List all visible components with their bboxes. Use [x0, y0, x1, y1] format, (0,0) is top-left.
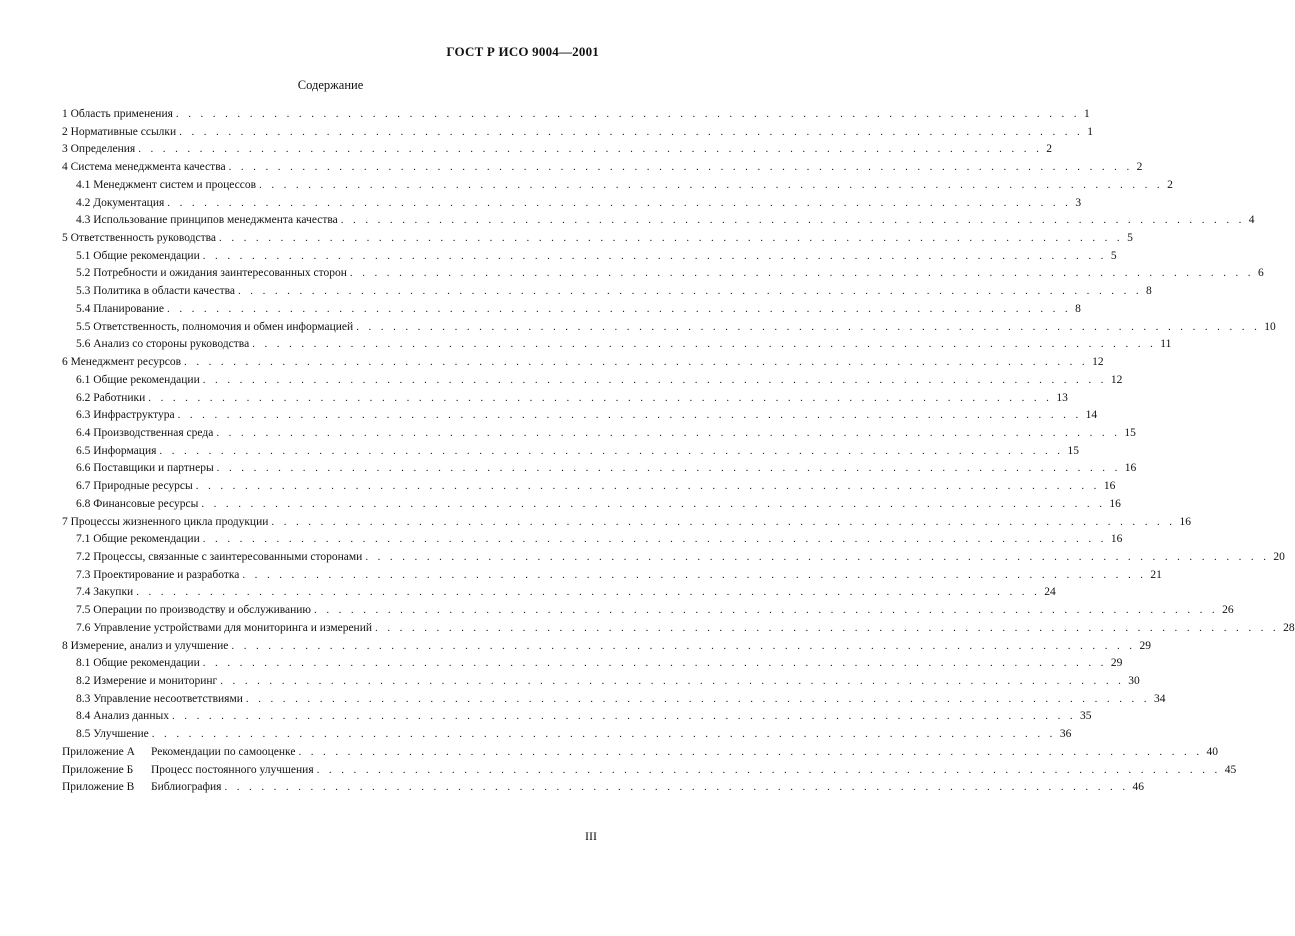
toc-leader-dots: . . . . . . . . . . . . . . . . . . . . . . . . . . . . . . . . . . . . . . . . . . . . . . . . . . . . . . . . . . . . . . . . . . . . . . . . . . — [219, 232, 1124, 245]
toc-entry-page: 21 — [1150, 568, 1162, 581]
toc-entry-page: 30 — [1128, 675, 1140, 688]
toc-leader-dots: . . . . . . . . . . . . . . . . . . . . . . . . . . . . . . . . . . . . . . . . . . . . . . . . . . . . . . . . . . . . . . . . . . . . . . . . . . — [138, 143, 1043, 156]
toc-entry[interactable] — [76, 653, 1123, 670]
toc-leader-dots: . . . . . . . . . . . . . . . . . . . . . . . . . . . . . . . . . . . . . . . . . . . . . . . . . . . . . . . . . . . . . . . . . . . . . . . . . . — [148, 391, 1053, 404]
toc-leader-dots: . . . . . . . . . . . . . . . . . . . . . . . . . . . . . . . . . . . . . . . . . . . . . . . . . . . . . . . . . . . . . . . . . . . . . . . . . . — [231, 639, 1136, 652]
toc-entry[interactable] — [62, 228, 1133, 245]
toc-entry-page: 29 — [1110, 657, 1123, 670]
toc-entry[interactable] — [76, 388, 1068, 405]
toc-entry[interactable] — [62, 760, 1237, 777]
appendix-designation: Приложение Б — [62, 763, 134, 776]
toc-entry-label: 4 Система менеджмента качества — [62, 160, 229, 174]
toc-entry-label: 5.2 Потребности и ожидания заинтересованных сторон — [76, 266, 350, 280]
toc-entry[interactable] — [76, 246, 1117, 263]
toc-entry[interactable] — [76, 263, 1264, 280]
toc-entry-page: 36 — [1059, 728, 1072, 741]
toc-entry-page: 46 — [1132, 781, 1144, 794]
toc-leader-dots: . . . . . . . . . . . . . . . . . . . . . . . . . . . . . . . . . . . . . . . . . . . . . . . . . . . . . . . . . . . . . . . . . . . . . . . . . . — [224, 781, 1129, 794]
toc-leader-dots: . . . . . . . . . . . . . . . . . . . . . . . . . . . . . . . . . . . . . . . . . . . . . . . . . . . . . . . . . . . . . . . . . . . . . . . . . . — [237, 285, 1143, 298]
toc-entry[interactable] — [76, 423, 1136, 440]
toc-entry[interactable] — [62, 352, 1104, 369]
toc-entry[interactable] — [62, 104, 1090, 121]
toc-entry[interactable] — [76, 671, 1140, 688]
toc-entry-label: 5.3 Политика в области качества — [76, 284, 238, 298]
toc-entry-page: 14 — [1085, 409, 1098, 422]
toc-entry-label: 5 Ответственность руководства — [62, 231, 219, 245]
toc-entry-label: 4.1 Менеджмент систем и процессов — [76, 178, 259, 192]
toc-entry-page: 4 — [1248, 214, 1255, 227]
toc-entry-label: 6.1 Общие рекомендации — [76, 373, 203, 387]
toc-entry-label: 8.1 Общие рекомендации — [76, 656, 203, 670]
toc-entry-label: 5.4 Планирование — [76, 302, 167, 316]
toc-entry-page: 2 — [1136, 161, 1143, 174]
toc-entry-label: 4.2 Документация — [76, 196, 167, 210]
toc-entry-page: 35 — [1080, 710, 1092, 723]
toc-entry-page: 24 — [1044, 586, 1056, 599]
document-header: ГОСТ Р ИСО 9004—2001 — [446, 44, 599, 59]
toc-entry-page: 1 — [1087, 125, 1093, 138]
toc-entry[interactable] — [62, 122, 1093, 139]
toc-entry[interactable] — [76, 441, 1079, 458]
toc-leader-dots: . . . . . . . . . . . . . . . . . . . . . . . . . . . . . . . . . . . . . . . . . . . . . . . . . . . . . . . . . . . . . . . . . . . . . . . . . . — [195, 480, 1100, 493]
toc-entry[interactable] — [76, 281, 1152, 298]
toc-leader-dots: . . . . . . . . . . . . . . . . . . . . . . . . . . . . . . . . . . . . . . . . . . . . . . . . . . . . . . . . . . . . . . . . . . . . . . . . . . — [314, 604, 1219, 617]
toc-entry-page: 40 — [1206, 745, 1218, 758]
toc-entry-label: 5.6 Анализ со стороны руководства — [76, 337, 252, 351]
toc-entry-label: 8.4 Анализ данных — [76, 709, 172, 723]
toc-leader-dots: . . . . . . . . . . . . . . . . . . . . . . . . . . . . . . . . . . . . . . . . . . . . . . . . . . . . . . . . . . . . . . . . . . . . . . . . . . — [159, 444, 1064, 457]
toc-entry-label: 6.7 Природные ресурсы — [76, 479, 196, 493]
toc-entry[interactable] — [76, 370, 1123, 387]
toc-leader-dots: . . . . . . . . . . . . . . . . . . . . . . . . . . . . . . . . . . . . . . . . . . . . . . . . . . . . . . . . . . . . . . . . . . . . . . . . . . — [175, 108, 1080, 120]
appendix-designation: Приложение А — [62, 745, 135, 758]
toc-entry-label — [62, 763, 317, 777]
toc-leader-dots: . . . . . . . . . . . . . . . . . . . . . . . . . . . . . . . . . . . . . . . . . . . . . . . . . . . . . . . . . . . . . . . . . . . . . . . . . . — [245, 692, 1150, 705]
toc-entry-page: 29 — [1139, 639, 1151, 652]
toc-entry[interactable] — [76, 334, 1172, 351]
toc-entry-page: 10 — [1264, 320, 1276, 333]
appendix-title: Рекомендации по самооценке — [151, 745, 296, 758]
toc-leader-dots: . . . . . . . . . . . . . . . . . . . . . . . . . . . . . . . . . . . . . . . . . . . . . . . . . . . . . . . . . . . . . . . . . . . . . . . . . . — [177, 409, 1082, 422]
toc-entry[interactable] — [76, 476, 1116, 493]
toc-leader-dots: . . . . . . . . . . . . . . . . . . . . . . . . . . . . . . . . . . . . . . . . . . . . . . . . . . . . . . . . . . . . . . . . . . . . . . . . . . — [220, 675, 1125, 688]
toc-entry-page: 28 — [1283, 621, 1295, 634]
toc-entry[interactable] — [76, 494, 1121, 511]
toc-entry-page: 6 — [1257, 267, 1264, 280]
toc-entry[interactable] — [62, 157, 1143, 174]
toc-leader-dots: . . . . . . . . . . . . . . . . . . . . . . . . . . . . . . . . . . . . . . . . . . . . . . . . . . . . . . . . . . . . . . . . . . . . . . . . . . — [167, 302, 1072, 315]
toc-entry-label: 6.4 Производственная среда — [76, 426, 216, 440]
toc-entry[interactable] — [62, 512, 1191, 529]
toc-leader-dots: . . . . . . . . . . . . . . . . . . . . . . . . . . . . . . . . . . . . . . . . . . . . . . . . . . . . . . . . . . . . . . . . . . . . . . . . . . — [259, 178, 1164, 191]
appendix-designation: Приложение В — [62, 781, 135, 794]
toc-entry-page: 16 — [1109, 497, 1121, 510]
toc-entry-label: 6 Менеджмент ресурсов — [62, 355, 184, 369]
toc-entry-label: 6.2 Работники — [76, 391, 148, 405]
toc-leader-dots: . . . . . . . . . . . . . . . . . . . . . . . . . . . . . . . . . . . . . . . . . . . . . . . . . . . . . . . . . . . . . . . . . . . . . . . . . . — [201, 497, 1106, 510]
toc-entry-label: 5.5 Ответственность, полномочия и обмен информацией — [76, 320, 356, 334]
toc-entry[interactable] — [62, 139, 1052, 156]
toc-entry-label: 6.6 Поставщики и партнеры — [76, 461, 217, 475]
toc-entry-label: 2 Нормативные ссылки — [62, 125, 179, 139]
toc-entry-page: 12 — [1110, 373, 1123, 386]
toc-leader-dots: . . . . . . . . . . . . . . . . . . . . . . . . . . . . . . . . . . . . . . . . . . . . . . . . . . . . . . . . . . . . . . . . . . . . . . . . . . — [365, 551, 1270, 563]
toc-entry-label: 5.1 Общие рекомендации — [76, 249, 203, 263]
toc-entry-label: 8.5 Улучшение — [76, 727, 152, 741]
toc-entry-page: 16 — [1110, 533, 1123, 546]
toc-entry-label: 6.5 Информация — [76, 444, 159, 458]
toc-entry[interactable] — [76, 317, 1276, 334]
toc-entry-label: 8.2 Измерение и мониторинг — [76, 674, 220, 688]
toc-entry[interactable] — [62, 636, 1151, 653]
toc-entry-page: 5 — [1110, 249, 1117, 262]
toc-entry[interactable] — [76, 582, 1056, 599]
toc-leader-dots: . . . . . . . . . . . . . . . . . . . . . . . . . . . . . . . . . . . . . . . . . . . . . . . . . . . . . . . . . . . . . . . . . . . . . . . . . . — [356, 320, 1261, 333]
toc-entry-label: 7.4 Закупки — [76, 585, 136, 599]
toc-entry[interactable] — [76, 458, 1137, 475]
toc-leader-dots: . . . . . . . . . . . . . . . . . . . . . . . . . . . . . . . . . . . . . . . . . . . . . . . . . . . . . . . . . . . . . . . . . . . . . . . . . . — [271, 515, 1176, 528]
toc-entry-label: 7.2 Процессы, связанные с заинтересованными сторонами — [76, 550, 365, 564]
toc-entry-page: 5 — [1127, 232, 1133, 245]
toc-entry[interactable] — [62, 742, 1218, 759]
toc-entry[interactable] — [76, 547, 1285, 564]
toc-entry[interactable] — [76, 175, 1173, 192]
toc-entry-page: 2 — [1046, 143, 1052, 156]
toc-leader-dots: . . . . . . . . . . . . . . . . . . . . . . . . . . . . . . . . . . . . . . . . . . . . . . . . . . . . . . . . . . . . . . . . . . . . . . . . . . — [151, 728, 1056, 741]
toc-leader-dots: . . . . . . . . . . . . . . . . . . . . . . . . . . . . . . . . . . . . . . . . . . . . . . . . . . . . . . . . . . . . . . . . . . . . . . . . . . — [228, 161, 1133, 174]
toc-leader-dots: . . . . . . . . . . . . . . . . . . . . . . . . . . . . . . . . . . . . . . . . . . . . . . . . . . . . . . . . . . . . . . . . . . . . . . . . . . — [202, 249, 1107, 262]
toc-entry-label: 4.3 Использование принципов менеджмента качества — [76, 213, 341, 227]
toc-leader-dots: . . . . . . . . . . . . . . . . . . . . . . . . . . . . . . . . . . . . . . . . . . . . . . . . . . . . . . . . . . . . . . . . . . . . . . . . . . — [136, 586, 1041, 599]
toc-entry[interactable] — [76, 689, 1166, 706]
toc-entry-label: 7.1 Общие рекомендации — [76, 532, 203, 546]
toc-entry[interactable] — [76, 405, 1098, 422]
page-number: III — [585, 829, 597, 843]
toc-leader-dots: . . . . . . . . . . . . . . . . . . . . . . . . . . . . . . . . . . . . . . . . . . . . . . . . . . . . . . . . . . . . . . . . . . . . . . . . . . — [171, 710, 1077, 723]
toc-leader-dots: . . . . . . . . . . . . . . . . . . . . . . . . . . . . . . . . . . . . . . . . . . . . . . . . . . . . . . . . . . . . . . . . . . . . . . . . . . — [340, 214, 1245, 227]
toc-leader-dots: . . . . . . . . . . . . . . . . . . . . . . . . . . . . . . . . . . . . . . . . . . . . . . . . . . . . . . . . . . . . . . . . . . . . . . . . . . — [252, 338, 1157, 351]
toc-leader-dots: . . . . . . . . . . . . . . . . . . . . . . . . . . . . . . . . . . . . . . . . . . . . . . . . . . . . . . . . . . . . . . . . . . . . . . . . . . — [298, 745, 1203, 758]
toc-entry[interactable] — [76, 565, 1162, 582]
toc-leader-dots: . . . . . . . . . . . . . . . . . . . . . . . . . . . . . . . . . . . . . . . . . . . . . . . . . . . . . . . . . . . . . . . . . . . . . . . . . . — [202, 657, 1107, 670]
toc-leader-dots: . . . . . . . . . . . . . . . . . . . . . . . . . . . . . . . . . . . . . . . . . . . . . . . . . . . . . . . . . . . . . . . . . . . . . . . . . . — [216, 462, 1121, 475]
toc-entry-page: 1 — [1083, 108, 1090, 120]
toc-entry-label: 3 Определения — [62, 142, 138, 156]
toc-entry-label — [62, 780, 224, 794]
toc-entry[interactable] — [76, 529, 1123, 546]
toc-leader-dots: . . . . . . . . . . . . . . . . . . . . . . . . . . . . . . . . . . . . . . . . . . . . . . . . . . . . . . . . . . . . . . . . . . . . . . . . . . — [184, 356, 1089, 369]
toc-entry-page: 13 — [1056, 391, 1068, 404]
toc-entry-page: 20 — [1273, 551, 1285, 563]
toc-entry-label: 8.3 Управление несоответствиями — [76, 692, 246, 706]
toc-entry[interactable] — [76, 618, 1295, 635]
toc-entry-page: 16 — [1124, 462, 1137, 475]
toc-entry-label: 7 Процессы жизненного цикла продукции — [62, 515, 271, 529]
toc-entry-label: 6.3 Инфраструктура — [76, 408, 178, 422]
toc-title: Содержание — [297, 78, 364, 92]
toc-leader-dots: . . . . . . . . . . . . . . . . . . . . . . . . . . . . . . . . . . . . . . . . . . . . . . . . . . . . . . . . . . . . . . . . . . . . . . . . . . — [349, 267, 1254, 280]
toc-entry[interactable] — [76, 299, 1081, 316]
toc-entry[interactable] — [76, 210, 1255, 227]
toc-leader-dots: . . . . . . . . . . . . . . . . . . . . . . . . . . . . . . . . . . . . . . . . . . . . . . . . . . . . . . . . . . . . . . . . . . . . . . . . . . — [242, 568, 1147, 581]
toc-entry-page: 2 — [1167, 178, 1173, 191]
toc-entry-page: 11 — [1160, 338, 1172, 351]
toc-entry-label: 1 Область применения — [62, 107, 176, 121]
appendix-title: Процесс постоянного улучшения — [151, 763, 314, 776]
toc-entry-page: 8 — [1146, 285, 1152, 298]
toc-leader-dots: . . . . . . . . . . . . . . . . . . . . . . . . . . . . . . . . . . . . . . . . . . . . . . . . . . . . . . . . . . . . . . . . . . . . . . . . . . — [202, 533, 1107, 546]
toc-entry[interactable] — [62, 777, 1144, 794]
toc-entry-page: 12 — [1092, 356, 1104, 369]
toc-leader-dots: . . . . . . . . . . . . . . . . . . . . . . . . . . . . . . . . . . . . . . . . . . . . . . . . . . . . . . . . . . . . . . . . . . . . . . . . . . — [216, 426, 1121, 439]
toc-entry-page: 15 — [1067, 444, 1079, 457]
toc-leader-dots: . . . . . . . . . . . . . . . . . . . . . . . . . . . . . . . . . . . . . . . . . . . . . . . . . . . . . . . . . . . . . . . . . . . . . . . . . . — [316, 763, 1221, 776]
toc-leader-dots: . . . . . . . . . . . . . . . . . . . . . . . . . . . . . . . . . . . . . . . . . . . . . . . . . . . . . . . . . . . . . . . . . . . . . . . . . . — [375, 621, 1280, 634]
toc-leader-dots: . . . . . . . . . . . . . . . . . . . . . . . . . . . . . . . . . . . . . . . . . . . . . . . . . . . . . . . . . . . . . . . . . . . . . . . . . . — [202, 373, 1107, 386]
toc-entry-page: 15 — [1124, 426, 1136, 439]
toc-entry-label: 7.3 Проектирование и разработка — [76, 568, 242, 582]
toc-entry-page: 3 — [1075, 196, 1082, 209]
toc-entry[interactable] — [76, 193, 1082, 210]
toc-entry-page: 16 — [1103, 480, 1116, 493]
toc-entry[interactable] — [76, 600, 1234, 617]
toc-entry-page: 16 — [1179, 515, 1191, 528]
toc-entry[interactable] — [76, 724, 1072, 741]
toc-entry-label: 7.6 Управление устройствами для мониторинга и измерений — [76, 621, 375, 635]
toc-entry-page: 8 — [1075, 302, 1081, 315]
appendix-title: Библиография — [151, 781, 222, 794]
toc-leader-dots: . . . . . . . . . . . . . . . . . . . . . . . . . . . . . . . . . . . . . . . . . . . . . . . . . . . . . . . . . . . . . . . . . . . . . . . . . . — [167, 196, 1072, 209]
toc-entry-label — [62, 745, 298, 759]
toc-entry[interactable] — [76, 706, 1092, 723]
toc-entry-label: 8 Измерение, анализ и улучшение — [62, 639, 231, 653]
toc-entry-label: 7.5 Операции по производству и обслуживанию — [76, 603, 314, 617]
toc-entry-page: 34 — [1153, 692, 1166, 705]
toc-entry-page: 26 — [1222, 604, 1234, 617]
toc-entry-page: 45 — [1224, 763, 1237, 776]
toc-entry-label: 6.8 Финансовые ресурсы — [76, 497, 201, 511]
toc-leader-dots: . . . . . . . . . . . . . . . . . . . . . . . . . . . . . . . . . . . . . . . . . . . . . . . . . . . . . . . . . . . . . . . . . . . . . . . . . . — [179, 125, 1084, 138]
